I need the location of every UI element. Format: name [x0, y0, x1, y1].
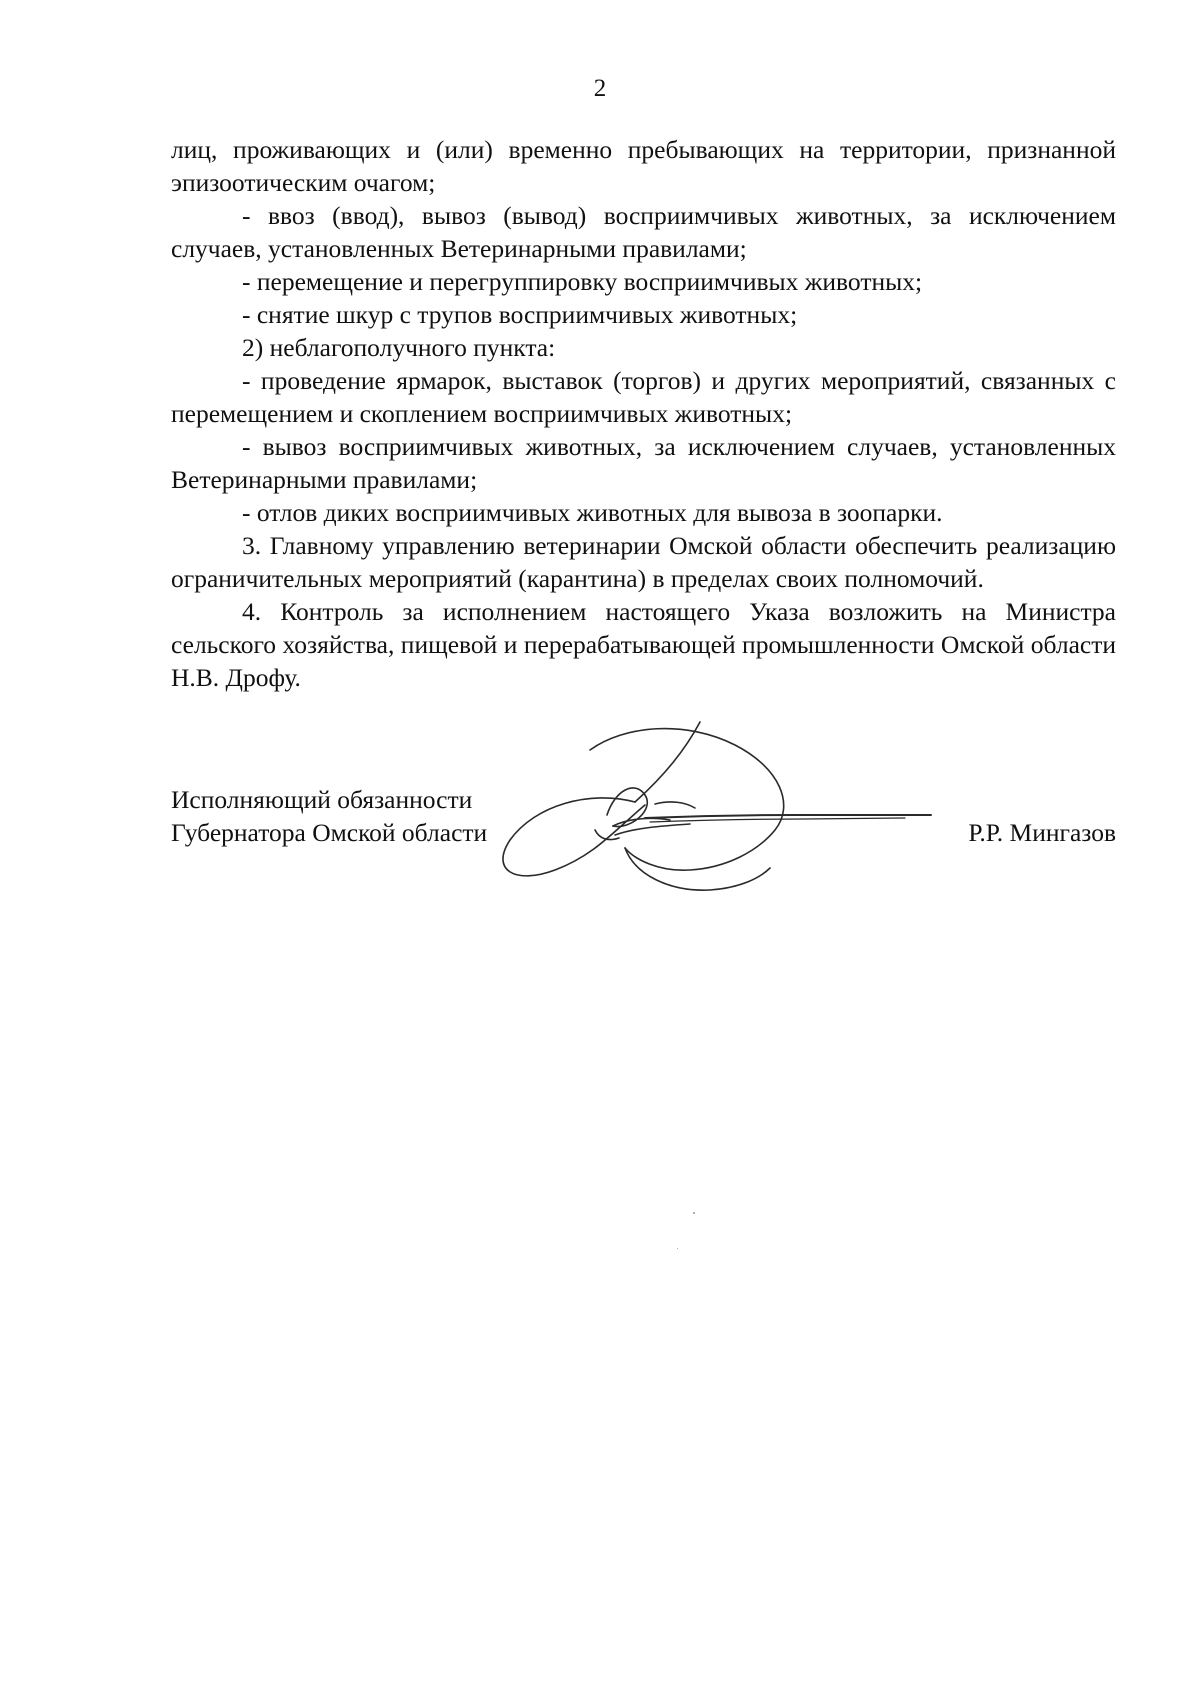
paragraph-trapping: - отлов диких восприимчивых животных для вывоза в зоопарки. — [242, 498, 943, 527]
paragraph-item-3: 3. Главному управлению ветеринарии Омской области обеспечить реализацию ограничительных мероприятий (карантина) в пределах своих полномочий. — [171, 531, 1116, 593]
paragraph-import-export: - ввоз (ввод), вывоз (вывод) восприимчивых животных, за исключением случаев, установленных Ветеринарными правилами; — [171, 201, 1116, 263]
handwritten-signature — [495, 720, 940, 900]
document-body — [171, 133, 1116, 694]
paragraph-fairs: - проведение ярмарок, выставок (торгов) и других мероприятий, связанных с перемещением и скоплением восприимчивых животных; — [171, 366, 1116, 428]
page-number: 2 — [593, 75, 607, 102]
paragraph-regrouping: - перемещение и перегруппировку восприимчивых животных; — [242, 267, 923, 296]
signatory-name: Р.Р. Мингазов — [968, 818, 1116, 847]
paragraph-skinning: - снятие шкур с трупов восприимчивых животных; — [242, 300, 798, 329]
signatory-title-line-2: Губернатора Омской области — [171, 818, 488, 847]
scan-speck — [693, 1212, 695, 1214]
signatory-title-line-1: Исполняющий обязанности — [171, 785, 473, 814]
paragraph-unfavorable-point: 2) неблагополучного пункта: — [242, 333, 556, 362]
scan-speck — [677, 1248, 678, 1249]
paragraph-item-4: 4. Контроль за исполнением настоящего Указа возложить на Министра сельского хозяйства, пищевой и перерабатывающей промышленности Омской области Н.В. Дрофу. — [171, 597, 1116, 692]
paragraph-removal: - вывоз восприимчивых животных, за исключением случаев, установленных Ветеринарными правилами; — [171, 432, 1116, 494]
paragraph-continuation: лиц, проживающих и (или) временно пребывающих на территории, признанной эпизоотическим очагом; — [171, 135, 1116, 197]
